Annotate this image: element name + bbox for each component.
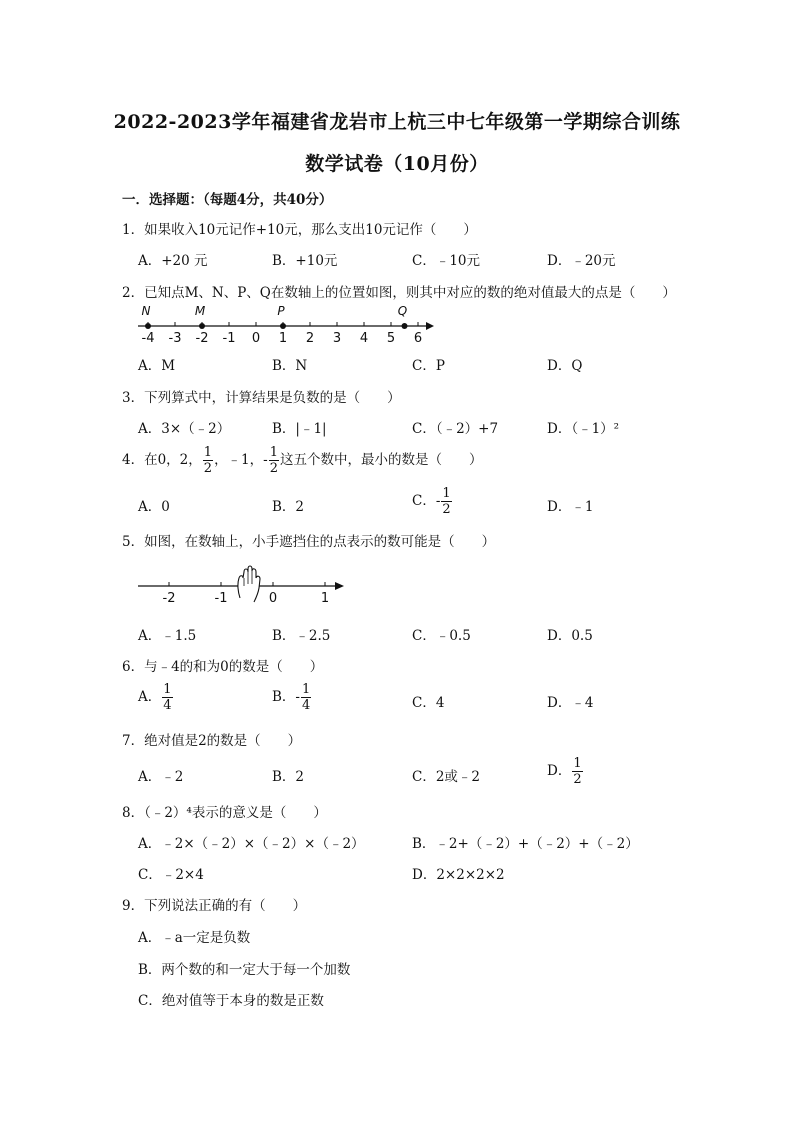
- q4-neg-sign: -: [263, 452, 268, 468]
- q4-option-b: B．2: [272, 499, 305, 515]
- number-line-q5: [130, 560, 360, 610]
- q2-tick-label: 0: [251, 331, 261, 346]
- q5-tick-label: 1: [320, 591, 330, 606]
- q7-option-b: B．2: [272, 769, 305, 785]
- q2-tick-label: -3: [168, 331, 182, 346]
- q2-option-c: C．P: [412, 358, 445, 374]
- q2-tick-label: 6: [413, 331, 423, 346]
- q4-option-c: C．- $\frac{1}{2}$: [412, 486, 451, 517]
- q7-option-d: D． $\frac{1}{2}$: [547, 756, 582, 787]
- q2-option-a: A．M: [138, 358, 176, 374]
- q2-point-M: [199, 323, 205, 329]
- question-9: 9．下列说法正确的有（ ）: [122, 898, 307, 914]
- q8-option-b: B．﹣2+（﹣2）+（﹣2）+（﹣2）: [412, 836, 639, 852]
- q2-tick-label: -1: [222, 331, 236, 346]
- q1-option-b: B．+10元: [272, 253, 338, 269]
- q1-option-a: A．+20 元: [138, 253, 208, 269]
- q9-option-b: B．两个数的和一定大于每一个加数: [138, 962, 351, 978]
- q5-tick-label: -2: [162, 591, 176, 606]
- q2-tick-label: 4: [359, 331, 369, 346]
- q2-tick-label: 3: [332, 331, 342, 346]
- q1-option-c: C．﹣10元: [412, 253, 481, 269]
- q2-tick-label: 1: [278, 331, 288, 346]
- q9-option-a: A．﹣a一定是负数: [138, 930, 251, 946]
- q9-option-c: C．绝对值等于本身的数是正数: [138, 993, 324, 1009]
- q7-option-a: A．﹣2: [138, 769, 184, 785]
- q4-fraction-neg-half: $\frac{1}{2}$: [269, 445, 278, 476]
- q6-option-d: D．﹣4: [547, 695, 594, 711]
- q2-tick-label: -2: [195, 331, 209, 346]
- q6-option-c: C．4: [412, 695, 445, 711]
- question-5: 5．如图，在数轴上，小手遮挡住的点表示的数可能是（ ）: [122, 534, 496, 550]
- q5-option-d: D．0.5: [547, 628, 593, 644]
- title-line-2: 数学试卷（10月份）: [305, 153, 489, 175]
- q4-stem-mid: ，﹣1，: [214, 452, 264, 468]
- question-6: 6．与﹣4的和为0的数是（ ）: [122, 659, 324, 675]
- q5-option-b: B．﹣2.5: [272, 628, 331, 644]
- q2-point-label: Q: [397, 304, 408, 318]
- q2-tick-label: -4: [141, 331, 155, 346]
- question-4: [122, 446, 483, 475]
- q2-point-P: [280, 323, 286, 329]
- q2-tick-label: 5: [386, 331, 396, 346]
- question-2: 2．已知点M、N、P、Q在数轴上的位置如图，则其中对应的数的绝对值最大的点是（ ）: [122, 285, 676, 301]
- q8-option-a: A．﹣2×（﹣2）×（﹣2）×（﹣2）: [138, 836, 365, 852]
- q3-option-a: A．3×（﹣2）: [138, 421, 231, 437]
- section-heading: 一．选择题：（每题4分，共40分）: [122, 192, 333, 208]
- q4-stem-pre: 4．在0，2，: [122, 452, 202, 468]
- q4-option-a: A．0: [138, 499, 170, 515]
- q5-option-c: C．﹣0.5: [412, 628, 471, 644]
- q2-point-Q: [402, 323, 408, 329]
- question-3: 3．下列算式中，计算结果是负数的是（ ）: [122, 390, 401, 406]
- q7-option-c: C．2或﹣2: [412, 769, 481, 785]
- q5-tick-label: 0: [268, 591, 278, 606]
- q8-option-d: D．2×2×2×2: [412, 867, 505, 883]
- q2-option-b: B．N: [272, 358, 308, 374]
- q6-option-a: A． $\frac{1}{4}$: [138, 682, 172, 713]
- q8-option-c: C．﹣2×4: [138, 867, 204, 883]
- q6-option-b: B．- $\frac{1}{4}$: [272, 682, 311, 713]
- q4-fraction-half: $\frac{1}{2}$: [203, 445, 213, 476]
- q2-point-N: [145, 323, 151, 329]
- q2-tick-label: 2: [305, 331, 315, 346]
- q5-option-a: A．﹣1.5: [138, 628, 197, 644]
- title-line-1: 2022-2023学年福建省龙岩市上杭三中七年级第一学期综合训练: [113, 111, 681, 133]
- q4-option-d: D．﹣1: [547, 499, 594, 515]
- q5-tick-label: -1: [214, 591, 228, 606]
- number-line-q2: [130, 300, 440, 350]
- q1-option-d: D．﹣20元: [547, 253, 616, 269]
- q2-point-label: M: [194, 304, 206, 318]
- question-8: 8．（﹣2）⁴表示的意义是（ ）: [122, 805, 327, 821]
- question-1: 1．如果收入10元记作+10元，那么支出10元记作（ ）: [122, 222, 477, 238]
- q2-point-label: N: [141, 304, 151, 318]
- question-7: 7．绝对值是2的数是（ ）: [122, 733, 302, 749]
- q2-option-d: D．Q: [547, 358, 583, 374]
- hand-icon: [238, 566, 260, 602]
- q3-option-b: B．|﹣1|: [272, 421, 327, 437]
- q4-stem-post: 这五个数中，最小的数是（ ）: [280, 452, 483, 468]
- q3-option-c: C．（﹣2）+7: [412, 421, 499, 437]
- q2-point-label: P: [277, 304, 285, 318]
- q3-option-d: D．（﹣1）²: [547, 421, 620, 437]
